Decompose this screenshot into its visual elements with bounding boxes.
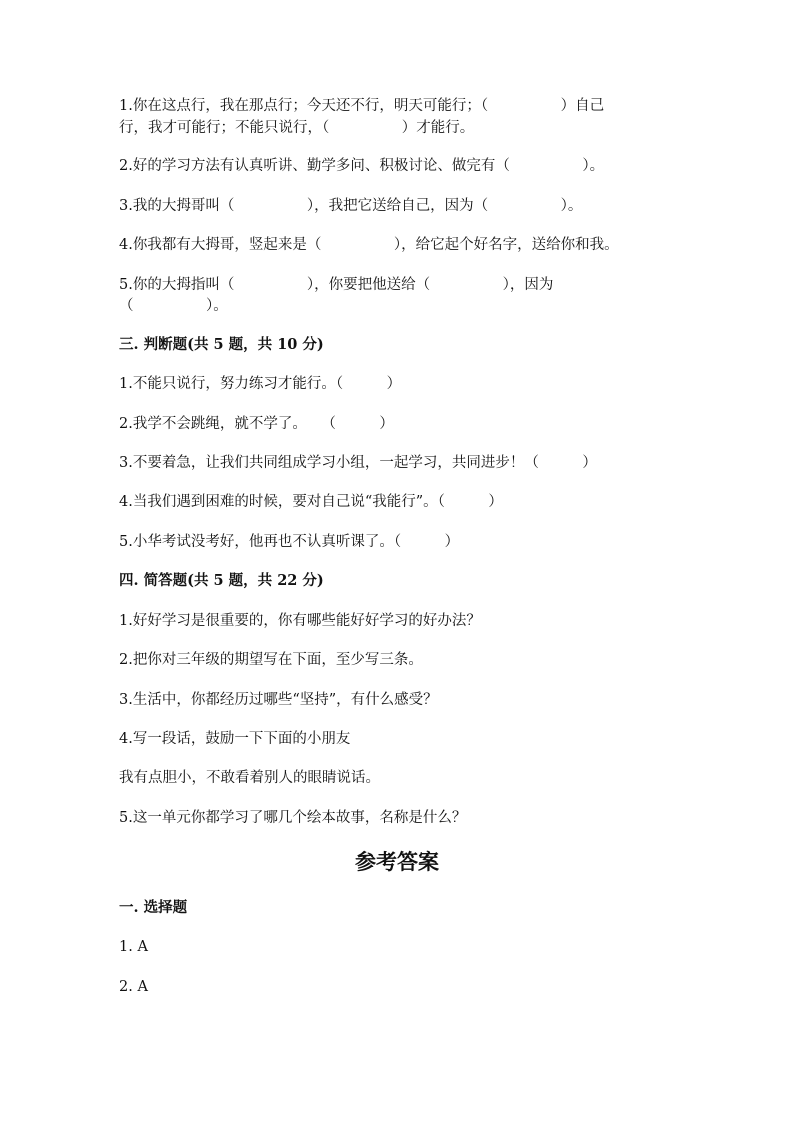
answer-item-2: 2. A	[119, 979, 148, 995]
answers-section-1-title: 一. 选择题	[119, 899, 188, 916]
judge-item-4: 4.当我们遇到困难的时候，要对自己说“我能行”。（ ）	[119, 494, 503, 510]
fill-in-item-1-line-1: 1.你在这点行，我在那点行；今天还不行，明天可能行；（ ）自己	[119, 98, 605, 114]
judge-item-2: 2.我学不会跳绳，就不学了。 （ ）	[119, 416, 394, 432]
section-3-title: 三. 判断题(共 5 题，共 10 分)	[119, 336, 324, 353]
short-answer-item-3: 3.生活中，你都经历过哪些“坚持”，有什么感受？	[119, 692, 438, 708]
short-answer-item-1: 1.好好学习是很重要的，你有哪些能好好学习的好办法？	[119, 613, 481, 629]
answers-title: 参考答案	[355, 849, 439, 874]
answer-item-1: 1. A	[119, 939, 148, 955]
short-answer-item-5: 5.这一单元你都学习了哪几个绘本故事，名称是什么？	[119, 810, 467, 826]
fill-in-item-5-line-1: 5.你的大拇指叫（ ），你要把他送给（ ），因为	[119, 277, 554, 293]
short-answer-item-4-quote: 我有点胆小，不敢看着别人的眼睛说话。	[119, 770, 380, 786]
short-answer-item-4: 4.写一段话，鼓励一下下面的小朋友	[119, 731, 351, 747]
fill-in-item-2: 2.好的学习方法有认真听讲、勤学多问、积极讨论、做完有（ ）。	[119, 158, 605, 174]
fill-in-item-5-line-2: （ ）。	[119, 298, 228, 314]
short-answer-item-2: 2.把你对三年级的期望写在下面，至少写三条。	[119, 652, 423, 668]
fill-in-item-3: 3.我的大拇哥叫（ ），我把它送给自己，因为（ ）。	[119, 198, 583, 214]
judge-item-1: 1.不能只说行，努力练习才能行。（ ）	[119, 376, 402, 392]
fill-in-item-4: 4.你我都有大拇哥，竖起来是（ ），给它起个好名字，送给你和我。	[119, 237, 619, 253]
section-4-title: 四. 简答题(共 5 题，共 22 分)	[119, 572, 324, 589]
judge-item-3: 3.不要着急，让我们共同组成学习小组，一起学习，共同进步！（ ）	[119, 455, 597, 471]
judge-item-5: 5.小华考试没考好，他再也不认真听课了。（ ）	[119, 534, 460, 550]
fill-in-item-1-line-2: 行，我才可能行；不能只说行，（ ）才能行。	[119, 120, 475, 136]
